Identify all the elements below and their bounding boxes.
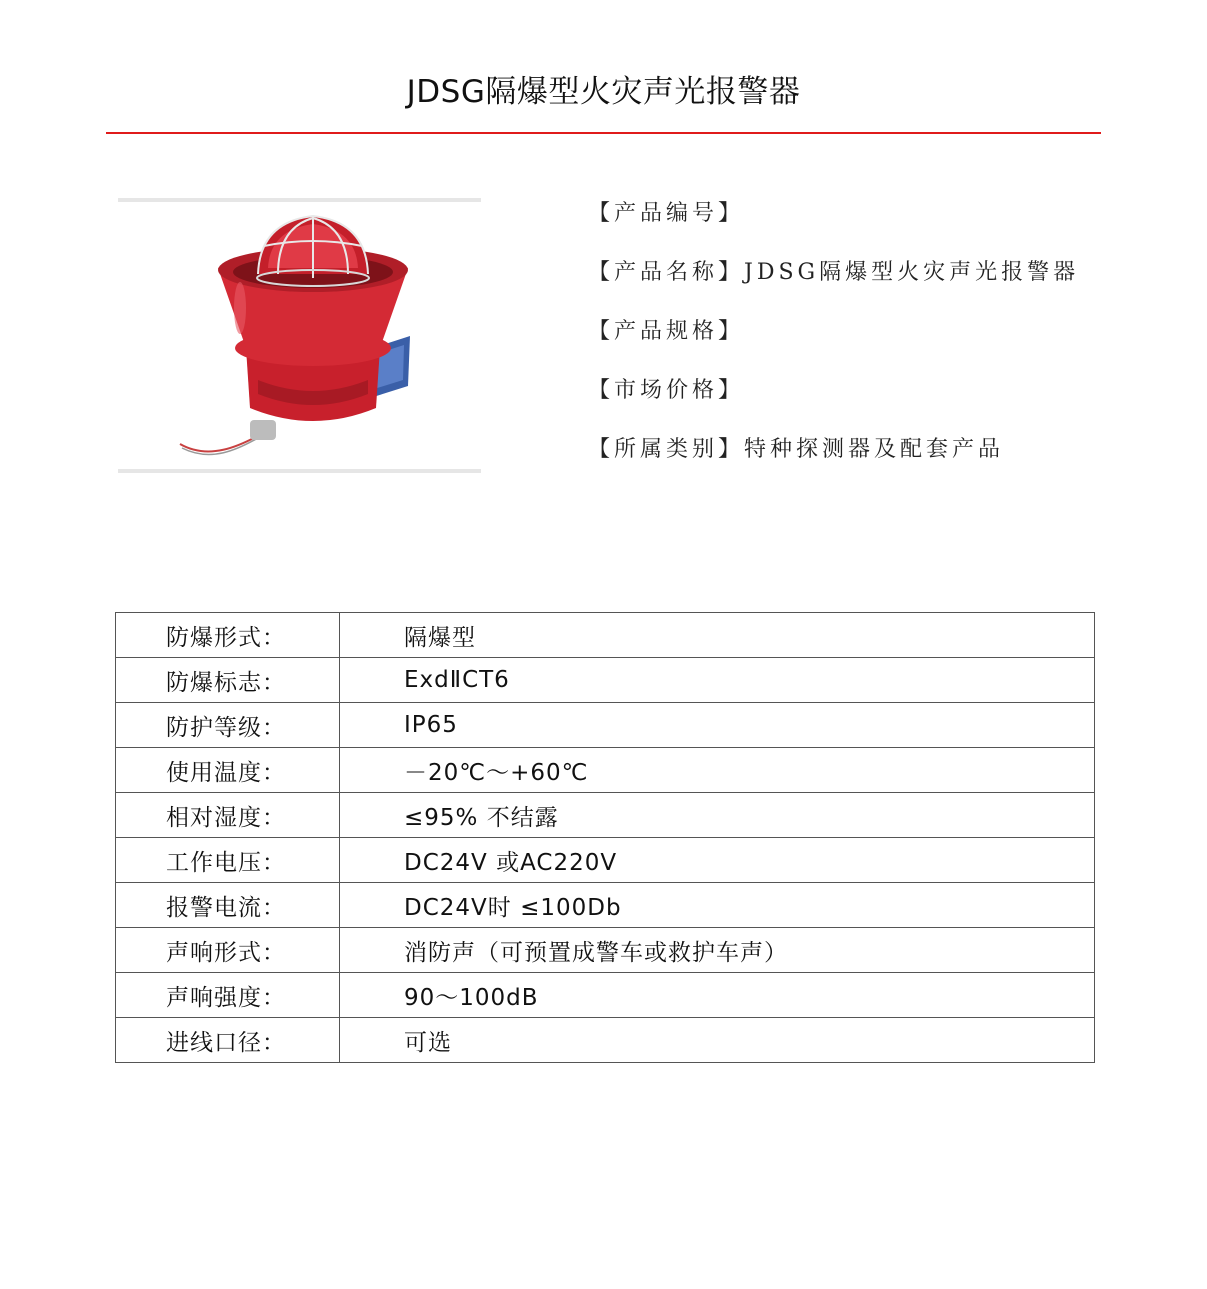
spec-label: 工作电压： — [116, 838, 340, 883]
spec-value: DC24V 或AC220V — [340, 838, 1095, 883]
table-row — [116, 973, 1095, 1018]
product-image — [118, 198, 481, 474]
spec-label: 报警电流： — [116, 883, 340, 928]
table-row — [116, 883, 1095, 928]
product-category: 【所属类别】特种探测器及配套产品 — [588, 437, 1005, 462]
spec-label: 防爆标志： — [116, 658, 340, 703]
table-row — [116, 838, 1095, 883]
spec-value: IP65 — [340, 703, 1095, 748]
table-row — [116, 928, 1095, 973]
table-row — [116, 658, 1095, 703]
explosion-proof-alarm-image — [118, 198, 481, 474]
spec-label: 声响强度： — [116, 973, 340, 1018]
spec-value: 可选 — [340, 1018, 1095, 1063]
spec-label: 进线口径： — [116, 1018, 340, 1063]
spec-value: 消防声（可预置成警车或救护车声） — [340, 928, 1095, 973]
spec-label: 相对湿度： — [116, 793, 340, 838]
spec-label: 声响形式： — [116, 928, 340, 973]
table-row — [116, 748, 1095, 793]
spec-value: －20℃～+60℃ — [340, 748, 1095, 793]
spec-label: 使用温度： — [116, 748, 340, 793]
spec-value: DC24V时 ≤100Db — [340, 883, 1095, 928]
market-price: 【市场价格】 — [588, 378, 745, 403]
table-row — [116, 1018, 1095, 1063]
title-divider — [106, 132, 1101, 134]
spec-value: 隔爆型 — [340, 613, 1095, 658]
spec-label: 防爆形式： — [116, 613, 340, 658]
spec-table — [115, 612, 1095, 1063]
table-row — [116, 793, 1095, 838]
spec-value: ExdⅡCT6 — [340, 658, 1095, 703]
spec-value: 90～100dB — [340, 973, 1095, 1018]
spec-value: ≤95% 不结露 — [340, 793, 1095, 838]
product-code: 【产品编号】 — [588, 201, 745, 226]
product-spec: 【产品规格】 — [588, 319, 745, 344]
product-info-list — [588, 197, 1148, 492]
page-title: JDSG隔爆型火灾声光报警器 — [406, 74, 801, 110]
table-row — [116, 703, 1095, 748]
spec-label: 防护等级： — [116, 703, 340, 748]
product-name: 【产品名称】JDSG隔爆型火灾声光报警器 — [588, 260, 1080, 285]
table-row — [116, 613, 1095, 658]
